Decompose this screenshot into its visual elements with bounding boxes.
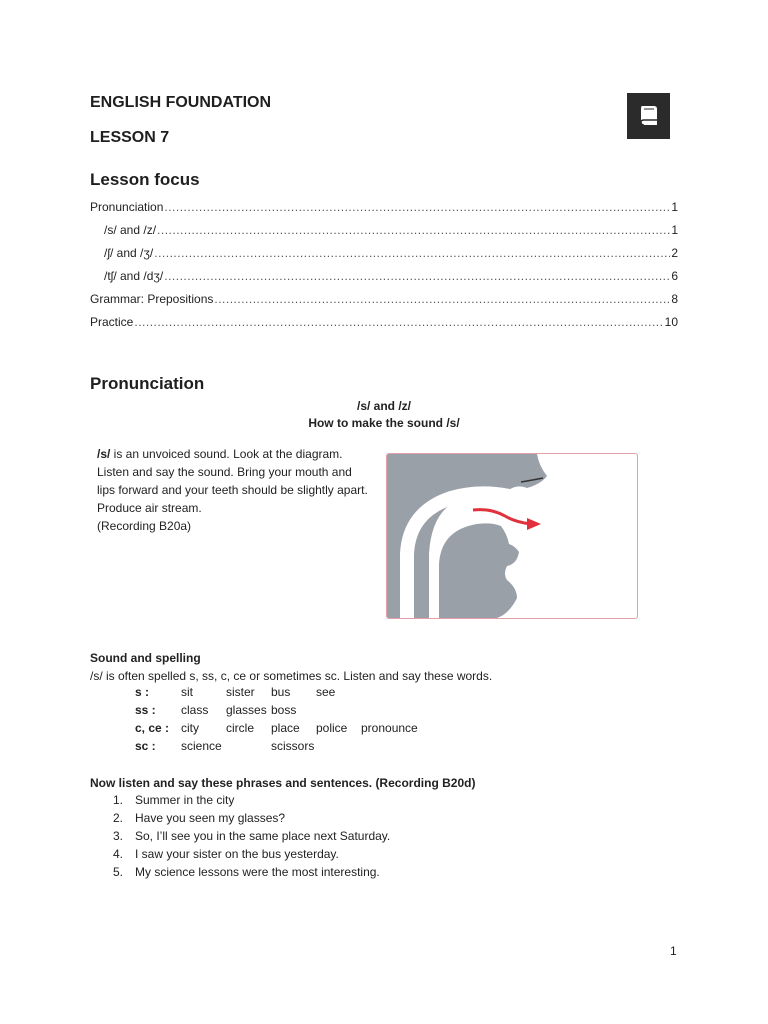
- sound-title: /s/ and /z/: [356, 399, 411, 413]
- sound-description: [97, 445, 372, 535]
- spelling-word: scissors: [271, 739, 315, 753]
- spelling-word: sit: [181, 685, 193, 699]
- spelling-word: boss: [271, 703, 297, 717]
- list-item-text: I saw your sister on the bus yesterday.: [135, 847, 339, 861]
- table-of-contents: [90, 200, 678, 338]
- mouth-diagram: [386, 453, 638, 619]
- pronunciation-heading: Pronunciation: [90, 374, 205, 393]
- sound-subtitle: How to make the sound /s/: [308, 416, 460, 430]
- spelling-word: place: [271, 721, 300, 735]
- toc-entry-label: Pronunciation: [90, 200, 164, 214]
- toc-entry-page: 1: [671, 223, 678, 237]
- list-item-number: 4.: [113, 847, 124, 861]
- toc-entry-label: Practice: [90, 315, 134, 329]
- toc-entry-label: Grammar: Prepositions: [90, 292, 214, 306]
- list-item-text: My science lessons were the most interesting.: [135, 865, 380, 879]
- list-item-text: So, I’ll see you in the same place next Saturday.: [135, 829, 391, 843]
- toc-entry[interactable]: [90, 292, 678, 315]
- list-item-number: 3.: [113, 829, 124, 843]
- toc-entry-label: /tʃ/ and /dʒ/: [104, 269, 164, 283]
- spelling-word: police: [316, 721, 348, 735]
- spelling-key: s :: [135, 685, 150, 699]
- toc-entry[interactable]: [90, 315, 678, 338]
- toc-entry[interactable]: [90, 269, 678, 292]
- spelling-word: pronounce: [361, 721, 418, 735]
- spelling-word: class: [181, 703, 209, 717]
- list-item-number: 2.: [113, 811, 124, 825]
- lesson-title: LESSON 7: [90, 129, 170, 146]
- sound-symbol: /s/: [97, 447, 111, 461]
- list-item-text: Have you seen my glasses?: [135, 811, 286, 825]
- toc-entry-page: 6: [671, 269, 678, 283]
- spelling-word: circle: [226, 721, 255, 735]
- toc-entry[interactable]: [90, 223, 678, 246]
- book-icon: [627, 93, 670, 139]
- spelling-word: glasses: [226, 703, 267, 717]
- toc-entry-label: /s/ and /z/: [104, 223, 157, 237]
- list-item-number: 5.: [113, 865, 124, 879]
- sound-spelling-heading: Sound and spelling: [90, 651, 201, 665]
- toc-entry-page: 1: [671, 200, 678, 214]
- spelling-word: city: [181, 721, 199, 735]
- spelling-word: science: [181, 739, 222, 753]
- spelling-key: ss :: [135, 703, 156, 717]
- recording-reference: (Recording B20a): [97, 519, 192, 533]
- toc-leader-dots: [164, 269, 670, 283]
- list-item-number: 1.: [113, 793, 124, 807]
- toc-entry[interactable]: [90, 246, 678, 269]
- toc-leader-dots: [154, 246, 670, 260]
- toc-entry-page: 8: [671, 292, 678, 306]
- spelling-word: see: [316, 685, 336, 699]
- spelling-word: bus: [271, 685, 291, 699]
- course-title: ENGLISH FOUNDATION: [90, 94, 272, 111]
- phrases-heading: Now listen and say these phrases and sentences. (Recording B20d): [90, 776, 476, 790]
- list-item-text: Summer in the city: [135, 793, 235, 807]
- toc-entry-label: /ʃ/ and /ʒ/: [104, 246, 154, 260]
- sound-spelling-intro: /s/ is often spelled s, ss, c, ce or sometimes sc. Listen and say these words.: [90, 669, 493, 683]
- toc-entry[interactable]: [90, 200, 678, 223]
- sound-description-text: is an unvoiced sound. Look at the diagram. Listen and say the sound. Bring your mouth and lips forward and your teeth should be slightly apart. Produce air stream.: [97, 447, 368, 515]
- spelling-key: c, ce :: [135, 721, 170, 735]
- toc-leader-dots: [214, 292, 670, 306]
- page-number: 1: [670, 944, 677, 958]
- toc-entry-page: 10: [664, 315, 678, 329]
- toc-entry-page: 2: [671, 246, 678, 260]
- spelling-word: sister: [226, 685, 255, 699]
- toc-leader-dots: [134, 315, 663, 329]
- toc-leader-dots: [157, 223, 670, 237]
- toc-leader-dots: [164, 200, 670, 214]
- lesson-focus-heading: Lesson focus: [90, 170, 200, 189]
- spelling-key: sc :: [135, 739, 156, 753]
